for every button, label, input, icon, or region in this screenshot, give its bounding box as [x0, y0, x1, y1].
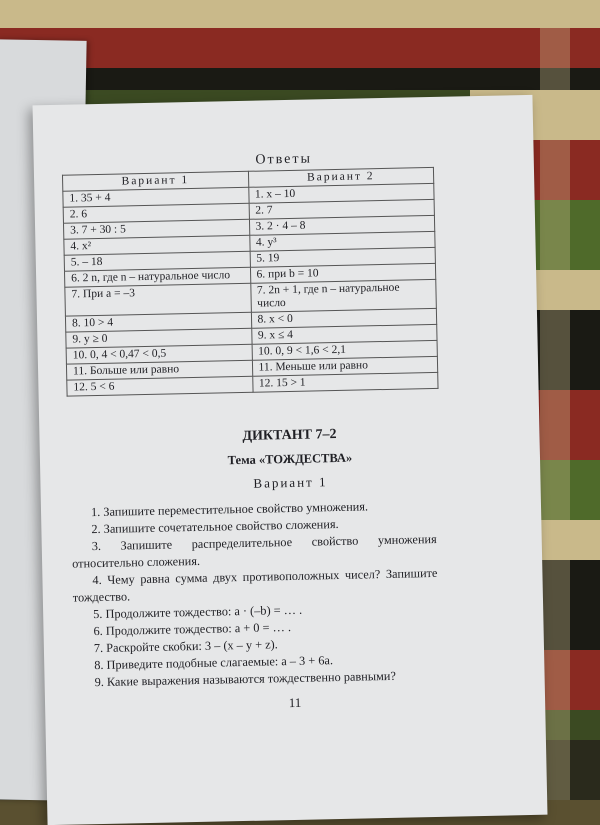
answers-table-body: [63, 183, 438, 396]
variant-1-answer-cell: 6. 2 n, где n – натуральное число: [64, 267, 250, 287]
task-item: 5. Продолжите тождество: a · (–b) = … .: [93, 602, 303, 622]
task-item: 8. Приведите подобные слагаемые: a – 3 + 6a.: [94, 653, 334, 673]
task-item: 4. Чему равна сумма двух противоположных чисел? Запишите тождество.: [72, 565, 438, 605]
task-item: 1. Запишите переместительное свойство умножения.: [90, 499, 369, 520]
variant-1-answer-cell: 11. Больше или равно: [66, 360, 252, 380]
variant-1-answer-cell: 1. 35 + 4: [63, 187, 249, 207]
answers-table: [62, 167, 439, 397]
variant-2-answer-cell: 5. 19: [250, 247, 436, 267]
variant-2-answer-cell: 10. 0, 9 < 1,6 < 2,1: [252, 340, 438, 360]
variant-2-answer-cell: 4. y³: [249, 231, 435, 251]
variant-1-answer-cell: 4. x²: [64, 235, 250, 255]
book-page: [33, 95, 548, 825]
variant-1-answer-cell: 2. 6: [63, 203, 249, 223]
cloth-stripe: [0, 28, 600, 68]
task-item: 9. Какие выражения называются тождественно равными?: [94, 668, 396, 690]
variant-1-answer-cell: 7. При a = –3: [65, 283, 251, 316]
task-item: 2. Запишите сочетательное свойство сложения.: [91, 516, 339, 537]
variant-2-answer-cell: 12. 15 > 1: [252, 372, 438, 392]
variant-2-answer-cell: 8. x < 0: [251, 308, 437, 328]
table-header: Вариант 1: [62, 171, 248, 191]
task-item: 6. Продолжите тождество: a + 0 = … .: [93, 620, 292, 639]
variant-2-answer-cell: 3. 2 · 4 – 8: [249, 215, 435, 235]
cloth-stripe: [0, 0, 600, 28]
answers-title: Ответы: [255, 151, 313, 168]
variant-2-answer-cell: 2. 7: [249, 199, 435, 219]
topic-title: Тема «ТОЖДЕСТВА»: [227, 450, 353, 468]
task-item: 7. Раскройте скобки: 3 – (x – y + z).: [93, 637, 278, 656]
table-header: Вариант 2: [248, 167, 434, 187]
variant-1-answer-cell: 3. 7 + 30 : 5: [63, 219, 249, 239]
variant-2-answer-cell: 11. Меньше или равно: [252, 356, 438, 376]
variant-1-answer-cell: 12. 5 < 6: [67, 376, 253, 396]
variant-2-answer-cell: 1. x – 10: [248, 183, 434, 203]
dictation-title: ДИКТАНТ 7–2: [242, 427, 337, 444]
variant-1-answer-cell: 10. 0, 4 < 0,47 < 0,5: [66, 344, 252, 364]
variant-1-answer-cell: 5. – 18: [64, 251, 250, 271]
variant-2-answer-cell: 7. 2n + 1, где n – натуральное число: [250, 279, 436, 312]
variant-1-answer-cell: 8. 10 > 4: [65, 312, 251, 332]
variant-label: Вариант 1: [253, 474, 328, 491]
variant-2-answer-cell: 6. при b = 10: [250, 263, 436, 283]
variant-1-answer-cell: 9. y ≥ 0: [66, 328, 252, 348]
task-item: 3. Запишите распределительное свойство умножения относительно сложения.: [71, 531, 437, 571]
page-number: 11: [288, 694, 302, 711]
variant-2-answer-cell: 9. x ≤ 4: [251, 324, 437, 344]
cloth-stripe: [0, 68, 600, 90]
task-list: [71, 497, 440, 692]
